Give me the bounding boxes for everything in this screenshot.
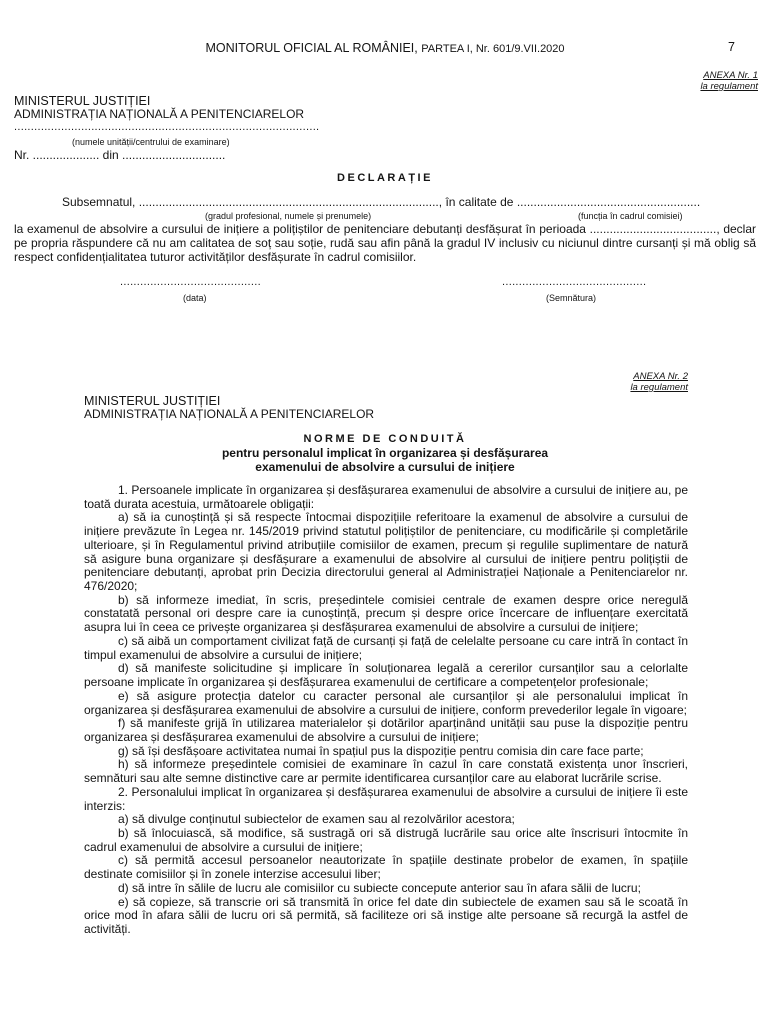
- annex2-ministry-name: MINISTERUL JUSTIȚIEI: [84, 394, 221, 408]
- annex1-sub: la regulament: [700, 81, 758, 92]
- annex2-label-block: [630, 371, 688, 393]
- annex1-ministry: [14, 95, 304, 121]
- norms-paragraph: f) să manifeste grijă în utilizarea materialelor și dotărilor aparținând unității sau puse la dispoziție pentru organizarea și desfășurarea examenului de absolvire a cursului de inițiere;: [84, 716, 688, 744]
- registration-number-line: Nr. .................... din ...............................: [14, 148, 226, 162]
- signature-dots: ...........................................: [502, 276, 647, 288]
- norms-paragraph: b) să înlocuiască, să modifice, să sustragă ori să distrugă lucrările sau orice alte înscrisuri întocmite în cadrul examenului de absolvire a cursului de inițiere;: [84, 825, 688, 854]
- norms-paragraph: a) să ia cunoștință și să respecte întocmai dispozițiile referitoare la examenul de absolvire a cursului de inițiere prevăzute în Legea nr. 145/2019 privind statutul polițiștilor de penitenciare, cu modificările și completările ulterioare, și în Regulamentul privind atribuțiile comisiilor de examen, precum și regulile suplimentare de natură să asigure buna organizare și desfășurare a examenului de absolvire al cursului de inițiere pentru polițiștii de penitenciare debutanți, aprobat prin Decizia directorului general al Administrației Naționale a Penitenciarelor nr. 476/2020;: [84, 510, 688, 594]
- signature-caption: (Semnătura): [546, 293, 597, 303]
- annex1-label: ANEXA Nr. 1: [703, 70, 758, 81]
- norms-paragraph: c) să aibă un comportament civilizat față de cursanți și față de celelalte persoane cu care intră în contact în timpul examenului de absolvire a cursului de inițiere;: [84, 633, 688, 662]
- unit-name-caption: (numele unității/centrului de examinare): [72, 137, 230, 147]
- annex2-label: ANEXA Nr. 2: [633, 371, 688, 382]
- norms-title: NORME DE CONDUITĂ: [303, 433, 467, 445]
- norms-paragraph: h) să informeze președintele comisiei de examinare în cazul în care constată existența unor înscrieri, semnături sau alte semne distinctive care ar permite identificarea cursanților care au elaborat lucrările scrise.: [84, 757, 688, 786]
- annex2-administration: ADMINISTRAȚIA NAȚIONALĂ A PENITENCIARELOR: [84, 407, 375, 421]
- norms-paragraph: 1. Persoanele implicate în organizarea și desfășurarea examenului de absolvire a cursului de inițiere au, pe toată durata acestuia, următoarele obligații:: [84, 483, 688, 511]
- declaration-title: DECLARAȚIE: [337, 172, 433, 184]
- annex2-sub: la regulament: [630, 382, 688, 393]
- annex1-label-block: [700, 70, 758, 92]
- annex1-administration: ADMINISTRAȚIA NAȚIONALĂ A PENITENCIARELOR: [14, 107, 305, 121]
- function-caption: (funcția în cadrul comisiei): [578, 211, 683, 221]
- page-header: [0, 41, 770, 55]
- norms-paragraph: a) să divulge conținutul subiectelor de examen sau al rezolvărilor acestora;: [118, 812, 515, 827]
- norms-subtitle-1: pentru personalul implicat în organizarea și desfășurarea: [221, 446, 549, 460]
- grade-name-caption: (gradul profesional, numele și prenumele): [205, 211, 372, 221]
- norms-subtitle-2: examenului de absolvire a cursului de inițiere: [255, 460, 515, 474]
- gazette-title: MONITORUL OFICIAL AL ROMÂNIEI,: [205, 41, 418, 55]
- subsemnatul-line: Subsemnatul, .........................................................................................., în calitate de .......................................................: [62, 195, 701, 209]
- norms-paragraph: e) să asigure protecția datelor cu caracter personal ale cursanților și ale personalului implicat în organizarea și desfășurarea examenului de absolvire a cursului de inițiere, conform prevederilor legale în vigoare;: [84, 688, 688, 717]
- date-caption: (data): [183, 293, 207, 303]
- norms-paragraph: 2. Personalului implicat în organizarea și desfășurarea examenului de absolvire a cursului de inițiere îi este interzis:: [84, 784, 688, 813]
- annex1-ministry-name: MINISTERUL JUSTIȚIEI: [14, 94, 151, 108]
- annex2-ministry: [84, 395, 374, 421]
- norms-paragraph: d) să manifeste solicitudine și implicare în soluționarea legală a cererilor cursanților sau a celorlalte persoane implicate în organizarea și desfășurarea examenului de certificare a competențelor profesionale;: [84, 661, 688, 690]
- page-number: 7: [728, 40, 735, 54]
- norms-paragraph: b) să informeze imediat, în scris, președintele comisiei centrale de examen despre orice neregulă constatată personal ori despre care ia cunoștință, precum și despre orice încercare de influențare exercitată asupra lui în ceea ce privește organizarea și desfășurarea examenului de absolvire a cursului de inițiere;: [84, 592, 688, 635]
- norms-paragraph: d) să intre în sălile de lucru ale comisiilor cu subiecte concepute anterior sau în afara sălii de lucru;: [118, 880, 641, 895]
- gazette-issue: PARTEA I, Nr. 601/9.VII.2020: [421, 43, 565, 55]
- declaration-paragraph: la examenul de absolvire a cursului de inițiere a polițiștilor de penitenciare debutanți desfășurat în perioada ......................................, declar pe propria răspundere că nu am calitatea de soț sau soție, rudă sau afin până la gradul IV inclusiv cu niciunul dintre cursanți și mă oblig să respect confidențialitatea tuturor activităților desfășurate în cadrul comisiilor.: [14, 222, 756, 265]
- unit-name-dots: ...........................................................................................: [14, 121, 320, 133]
- date-dots: ..........................................: [120, 276, 261, 288]
- norms-paragraph: e) să copieze, să transcrie ori să transmită în orice fel date din subiectele de examen sau să le scoată în orice mod în afara sălii de lucru ori să permită, să faciliteze ori să instige alte persoane să recurgă la astfel de activități.: [84, 894, 688, 936]
- norms-paragraph: g) să își desfășoare activitatea numai în spațiul pus la dispoziție pentru comisia din care face parte;: [118, 743, 644, 758]
- norms-paragraph: c) să permită accesul persoanelor neautorizate în spațiile destinate probelor de examen, în spațiile destinate comisiilor și în zonele interzise accesului liber;: [84, 853, 688, 882]
- norms-body: [84, 484, 688, 937]
